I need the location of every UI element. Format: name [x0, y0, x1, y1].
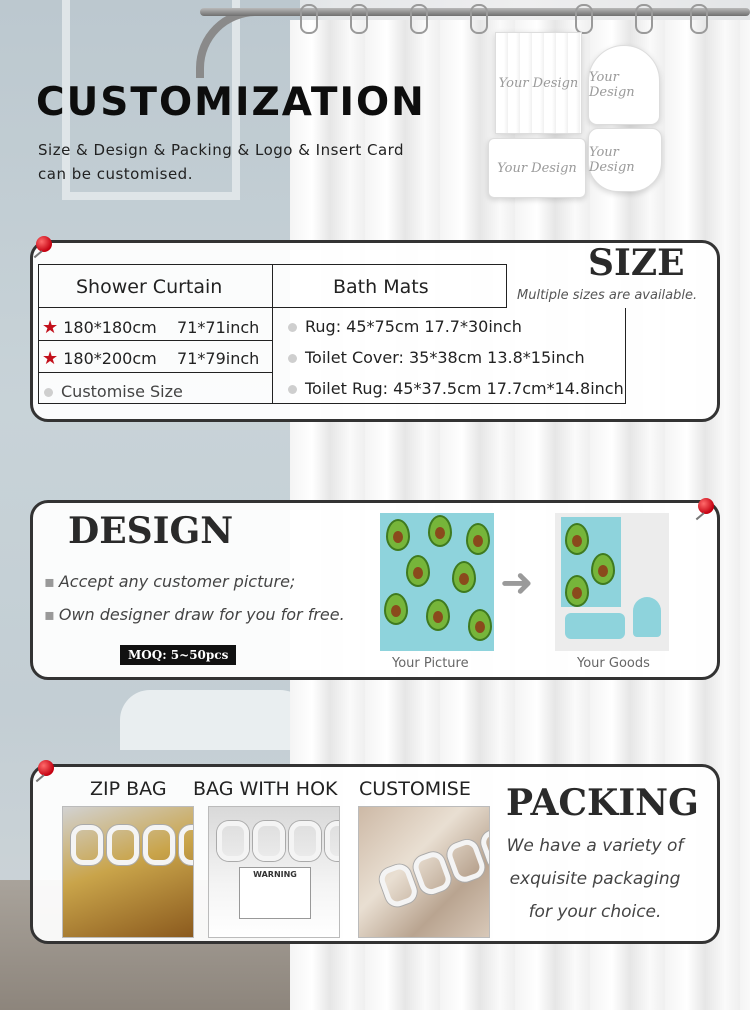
avocado-icon	[386, 519, 410, 551]
bag-with-hook-image	[208, 806, 340, 938]
moq-badge: MOQ: 5~50pcs	[120, 645, 236, 665]
shower-size-row: ★ 180*180cm 71*71inch	[42, 317, 260, 338]
packing-text: for your choice.	[528, 902, 662, 922]
avocado-icon	[428, 515, 452, 547]
curtain-hooks	[376, 824, 490, 909]
rug-mockup: Your Design	[488, 138, 586, 198]
bath-mats-header: Bath Mats	[333, 276, 429, 298]
toilet-rug-mockup: Your Design	[588, 128, 662, 192]
your-picture-caption: Your Picture	[392, 656, 469, 671]
curtain-ring	[470, 4, 488, 34]
design-heading: DESIGN	[68, 510, 234, 552]
your-goods-caption: Your Goods	[577, 656, 650, 671]
packing-text: We have a variety of	[506, 836, 684, 856]
bathtub	[120, 690, 310, 750]
toilet-cover	[633, 597, 661, 637]
curtain-ring	[350, 4, 368, 34]
mat-size-row: Toilet Rug: 45*37.5cm 17.7cm*14.8inch	[288, 379, 624, 398]
shower-size-row: Customise Size	[44, 382, 183, 401]
size-heading: SIZE	[588, 242, 685, 284]
avocado-icon	[565, 575, 589, 607]
avocado-icon	[452, 561, 476, 593]
avocado-icon	[591, 553, 615, 585]
pushpin-icon	[34, 760, 56, 782]
avocado-icon	[468, 609, 492, 641]
curtain-hooks	[71, 825, 194, 865]
customization-subtitle: Size & Design & Packing & Logo & Insert Card can be customised.	[38, 141, 405, 183]
zip-bag-image	[62, 806, 194, 938]
avocado-icon	[466, 523, 490, 555]
curtain-mockup: Your Design	[495, 32, 582, 134]
your-goods-image	[555, 513, 669, 651]
star-icon: ★	[42, 317, 59, 338]
custom-package-image	[358, 806, 490, 938]
mat-size-row: Rug: 45*75cm 17.7*30inch	[288, 317, 522, 336]
pushpin-icon	[32, 236, 54, 258]
avocado-icon	[426, 599, 450, 631]
bullet-dot-icon	[288, 323, 297, 332]
your-picture-image	[380, 513, 494, 651]
curtain-ring	[690, 4, 708, 34]
star-icon: ★	[42, 348, 59, 369]
shower-size-row: ★ 180*200cm 71*79inch	[42, 348, 260, 369]
design-line: ▪ Own designer draw for you for free.	[44, 605, 345, 624]
packing-text: exquisite packaging	[509, 869, 681, 889]
curtain-hooks	[217, 821, 340, 861]
mat-size-row: Toilet Cover: 35*38cm 13.8*15inch	[288, 348, 585, 367]
bag-with-hook-label: BAG WITH HOK	[193, 778, 338, 800]
size-subheading: Multiple sizes are available.	[517, 288, 698, 303]
curtain-ring	[410, 4, 428, 34]
design-line: ▪ Accept any customer picture;	[44, 572, 296, 591]
arrow-right-icon: ➜	[500, 560, 534, 606]
pushpin-icon	[694, 498, 716, 520]
curtain-ring	[575, 4, 593, 34]
curtain-ring	[300, 4, 318, 34]
shower-curtain-header: Shower Curtain	[76, 276, 223, 298]
customise-label: CUSTOMISE	[359, 778, 471, 800]
zip-bag-label: ZIP BAG	[90, 778, 167, 800]
customization-title: CUSTOMIZATION	[36, 80, 426, 125]
rug	[565, 613, 625, 639]
bullet-dot-icon	[288, 354, 297, 363]
toilet-cover-mockup: Your Design	[588, 45, 660, 125]
warning-card: WARNING	[239, 867, 311, 919]
avocado-icon	[384, 593, 408, 625]
packing-heading: PACKING	[506, 782, 699, 824]
bullet-dot-icon	[44, 388, 53, 397]
bullet-dot-icon	[288, 385, 297, 394]
avocado-icon	[406, 555, 430, 587]
avocado-icon	[565, 523, 589, 555]
curtain-ring	[635, 4, 653, 34]
